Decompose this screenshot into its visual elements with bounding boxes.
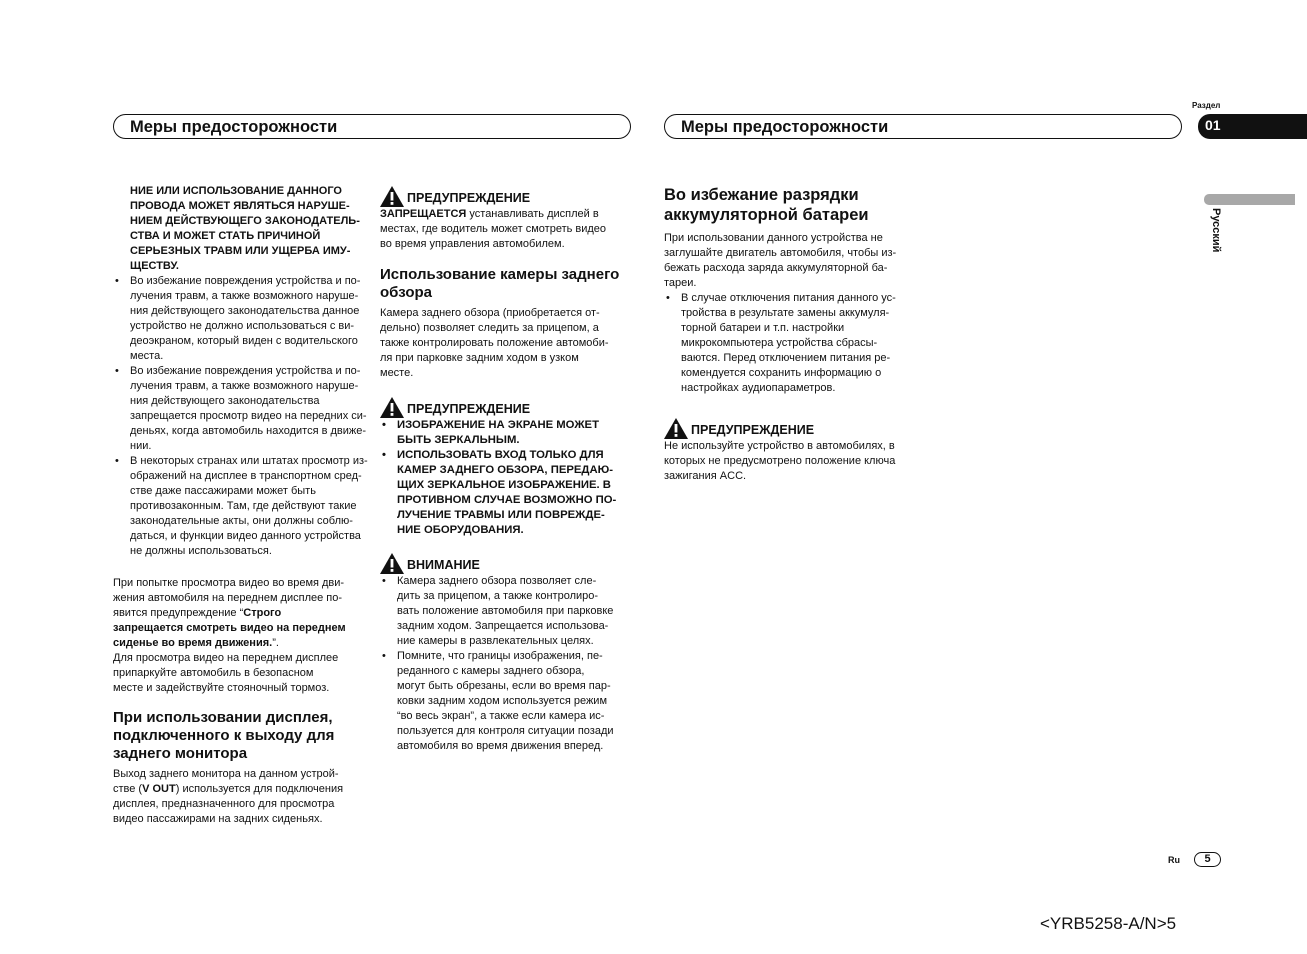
text-line: СТВА И МОЖЕТ СТАТЬ ПРИЧИНОЙ (130, 230, 321, 242)
text-line (113, 636, 371, 651)
text-line: лучения травм, а также возможного наруше- (130, 290, 359, 302)
paragraph-warning-display (113, 576, 371, 696)
text-line: ЛУЧЕНИЕ ТРАВМЫ ИЛИ ПОВРЕЖДЕ- (397, 509, 605, 521)
header-left-title: Меры предосторожности (130, 118, 338, 136)
text-line: стве даже пассажирами может быть (130, 485, 316, 497)
text-line: ПРОТИВНОМ СЛУЧАЕ ВОЗМОЖНО ПО- (397, 494, 617, 506)
warning-triangle-icon (380, 397, 404, 418)
language-tab-bar (1204, 194, 1295, 205)
heading-line: Использование камеры заднего (380, 266, 620, 283)
bullet-list (113, 274, 371, 559)
text-line: нии. (130, 440, 152, 452)
text-span: ) используется для подключения (175, 783, 344, 795)
text-line: Не используйте устройство в автомобилях, в (664, 440, 895, 452)
text-line: запрещается смотреть видео на переднем (113, 622, 346, 634)
header-right (664, 114, 1182, 139)
list-item (380, 574, 636, 649)
text-line: припаркуйте автомобиль в безопасном (113, 667, 314, 679)
text-line: месте и задействуйте стояночный тормоз. (113, 682, 330, 694)
list-item (380, 649, 636, 754)
text-line: дисплея, предназначенного для просмотра (113, 798, 335, 810)
text-line: БЫТЬ ЗЕРКАЛЬНЫМ. (397, 434, 520, 446)
paragraph-camera (380, 306, 636, 381)
text-line: устройство не должно использоваться с ви- (130, 320, 355, 332)
bullet-list (380, 574, 636, 754)
text-line: могут быть обрезаны, если во время пар- (397, 680, 611, 692)
heading-line: обзора (380, 284, 432, 301)
text-line: НИЕМ ДЕЙСТВУЮЩЕГО ЗАКОНОДАТЕЛЬ- (130, 215, 360, 227)
heading-line: При использовании дисплея, (113, 709, 333, 726)
heading-line: заднего монитора (113, 745, 248, 762)
text-span: явится предупреждение “ (113, 607, 244, 619)
text-line: тройства в результате замены аккумуля- (681, 307, 890, 319)
document-code: <YRB5258-A/N>5 (1040, 914, 1177, 933)
caution-heading (380, 553, 636, 574)
text-line: • ИЗОБРАЖЕНИЕ НА ЭКРАНЕ МОЖЕТ (397, 419, 599, 431)
text-line: При попытке просмотра видео во время дви- (113, 577, 345, 589)
column-1 (113, 184, 371, 827)
warning-heading (380, 186, 636, 207)
text-line: ображений на дисплее в транспортном сред- (130, 470, 362, 482)
text-line: Камера заднего обзора (приобретается от- (380, 307, 600, 319)
text-span: ”. (272, 637, 279, 649)
text-line: запрещается просмотр видео на передних си- (130, 410, 367, 422)
text-line: противозаконным. Там, где действуют такие (130, 500, 357, 512)
list-item (113, 454, 371, 559)
text-line: вать положение автомобиля при парковке (397, 605, 614, 617)
text-line: местах, где водитель может смотреть видео (380, 223, 607, 235)
list-item (113, 274, 371, 364)
text-line: НИЕ ОБОРУДОВАНИЯ. (397, 524, 524, 536)
text-line: ля при парковке задним ходом в узком (380, 352, 579, 364)
text-line: торной батареи и т.п. настройки (681, 322, 845, 334)
text-line: При использовании данного устройства не (664, 232, 883, 244)
section-heading (113, 709, 371, 763)
text-line: реданного с камеры заднего обзора, (397, 665, 585, 677)
text-line: тареи. (664, 277, 697, 289)
text-line: “во весь экран”, а также если камера ис- (397, 710, 605, 722)
text-line: ковки задним ходом используется режим (397, 695, 608, 707)
paragraph-battery (664, 231, 924, 291)
text-line (113, 606, 371, 621)
warning-title: ПРЕДУПРЕЖДЕНИЕ (407, 191, 531, 205)
section-heading (380, 266, 636, 302)
caution-title: ВНИМАНИЕ (407, 558, 480, 572)
text-line: • В некоторых странах или штатах просмотр из- (130, 455, 368, 467)
text-line: ЩИХ ЗЕРКАЛЬНОЕ ИЗОБРАЖЕНИЕ. В (397, 479, 611, 491)
text-line: пользуется для контроля ситуации позади (397, 725, 614, 737)
text-line (380, 207, 636, 222)
text-line: месте. (380, 367, 414, 379)
language-label: Русский (1210, 208, 1222, 253)
warning-text (380, 207, 636, 252)
list-item (380, 418, 636, 448)
text-line: жения автомобиля на переднем дисплее по- (113, 592, 343, 604)
text-line: ПРОВОДА МОЖЕТ ЯВЛЯТЬСЯ НАРУШЕ- (130, 200, 350, 212)
text-line: НИЕ ИЛИ ИСПОЛЬЗОВАНИЕ ДАННОГО (130, 185, 342, 197)
caps-warning-block (113, 184, 371, 274)
text-line (113, 782, 371, 797)
warning-title: ПРЕДУПРЕЖДЕНИЕ (407, 402, 531, 416)
bold-text: ЗАПРЕЩАЕТСЯ (380, 208, 467, 220)
text-line: • Во избежание повреждения устройства и по- (130, 275, 361, 287)
bullet-list (380, 418, 636, 538)
text-line: зажигания ACC. (664, 470, 747, 482)
text-line: • Во избежание повреждения устройства и по- (130, 365, 361, 377)
text-line: места. (130, 350, 164, 362)
section-label: Раздел (1192, 101, 1221, 110)
bold-text: Строго (243, 607, 282, 619)
text-line: настройках аудиопараметров. (681, 382, 836, 394)
column-2 (380, 186, 636, 754)
text-line: СЕРЬЕЗНЫХ ТРАВМ ИЛИ УЩЕРБА ИМУ- (130, 245, 351, 257)
bullet-list (664, 291, 924, 396)
language-code: Ru (1168, 855, 1180, 865)
paragraph-vout (113, 767, 371, 827)
text-line: автомобиля во время движения вперед. (397, 740, 604, 752)
text-line: даться, и функции видео данного устройства (130, 530, 361, 542)
text-line: • В случае отключения питания данного ус- (681, 292, 896, 304)
text-line: • Камера заднего обзора позволяет сле- (397, 575, 597, 587)
bold-text: V OUT (142, 783, 176, 795)
section-heading (664, 185, 924, 225)
list-item (664, 291, 924, 396)
list-item (113, 364, 371, 454)
warning-triangle-icon (664, 418, 688, 439)
text-line: не должны использоваться. (130, 545, 272, 557)
text-line: деньях, когда автомобиль находится в движе- (130, 425, 367, 437)
text-line: КАМЕР ЗАДНЕГО ОБЗОРА, ПЕРЕДАЮ- (397, 464, 614, 476)
text-line: бежать расхода заряда аккумуляторной ба- (664, 262, 888, 274)
section-number: 01 (1205, 117, 1221, 133)
text-line: ваются. Перед отключением питания ре- (681, 352, 891, 364)
warning-triangle-icon (380, 553, 404, 574)
text-line: ние камеры в развлекательных целях. (397, 635, 594, 647)
warning-heading (380, 397, 636, 418)
text-line: • Помните, что границы изображения, пе- (397, 650, 603, 662)
heading-line: аккумуляторной батареи (664, 206, 869, 224)
section-badge (1198, 114, 1307, 139)
text-line: во время управления автомобилем. (380, 238, 565, 250)
text-line: которых не предусмотрено положение ключа (664, 455, 896, 467)
warning-heading (664, 418, 924, 439)
text-line: микрокомпьютера устройства сбрасы- (681, 337, 878, 349)
warning-triangle-icon (380, 186, 404, 207)
column-3 (664, 185, 924, 484)
text-line: деоэкраном, который виден с водительского (130, 335, 358, 347)
text-line: Выход заднего монитора на данном устрой- (113, 768, 339, 780)
text-line: Для просмотра видео на переднем дисплее (113, 652, 339, 664)
text-line: ния действующего законодательства данное (130, 305, 360, 317)
text-line: комендуется сохранить информацию о (681, 367, 882, 379)
text-line: заглушайте двигатель автомобиля, чтобы из- (664, 247, 897, 259)
warning-text (664, 439, 924, 484)
text-span: устанавливать дисплей в (466, 208, 599, 220)
warning-title: ПРЕДУПРЕЖДЕНИЕ (691, 423, 815, 437)
header-right-title: Меры предосторожности (681, 118, 889, 136)
bold-text: сиденье во время движения. (113, 637, 273, 649)
text-line: дельно) позволяет следить за прицепом, а (380, 322, 599, 334)
list-item (380, 448, 636, 538)
text-line: дить за прицепом, а также контролиро- (397, 590, 599, 602)
page-number: 5 (1194, 852, 1221, 867)
text-line: задним ходом. Запрещается использова- (397, 620, 609, 632)
text-span: стве ( (113, 783, 143, 795)
text-line: ЩЕСТВУ. (130, 260, 179, 272)
text-line: видео пассажирами на задних сиденьях. (113, 813, 323, 825)
text-line: лучения травм, а также возможного наруше- (130, 380, 359, 392)
text-line: ния действующего законодательства (130, 395, 320, 407)
text-line: также контролировать положение автомоби- (380, 337, 609, 349)
text-line: • ИСПОЛЬЗОВАТЬ ВХОД ТОЛЬКО ДЛЯ (397, 449, 604, 461)
header-left (113, 114, 631, 139)
heading-line: подключенного к выходу для (113, 727, 335, 744)
text-line: законодательные акты, они должны соблю- (130, 515, 353, 527)
heading-line: Во избежание разрядки (664, 186, 859, 204)
